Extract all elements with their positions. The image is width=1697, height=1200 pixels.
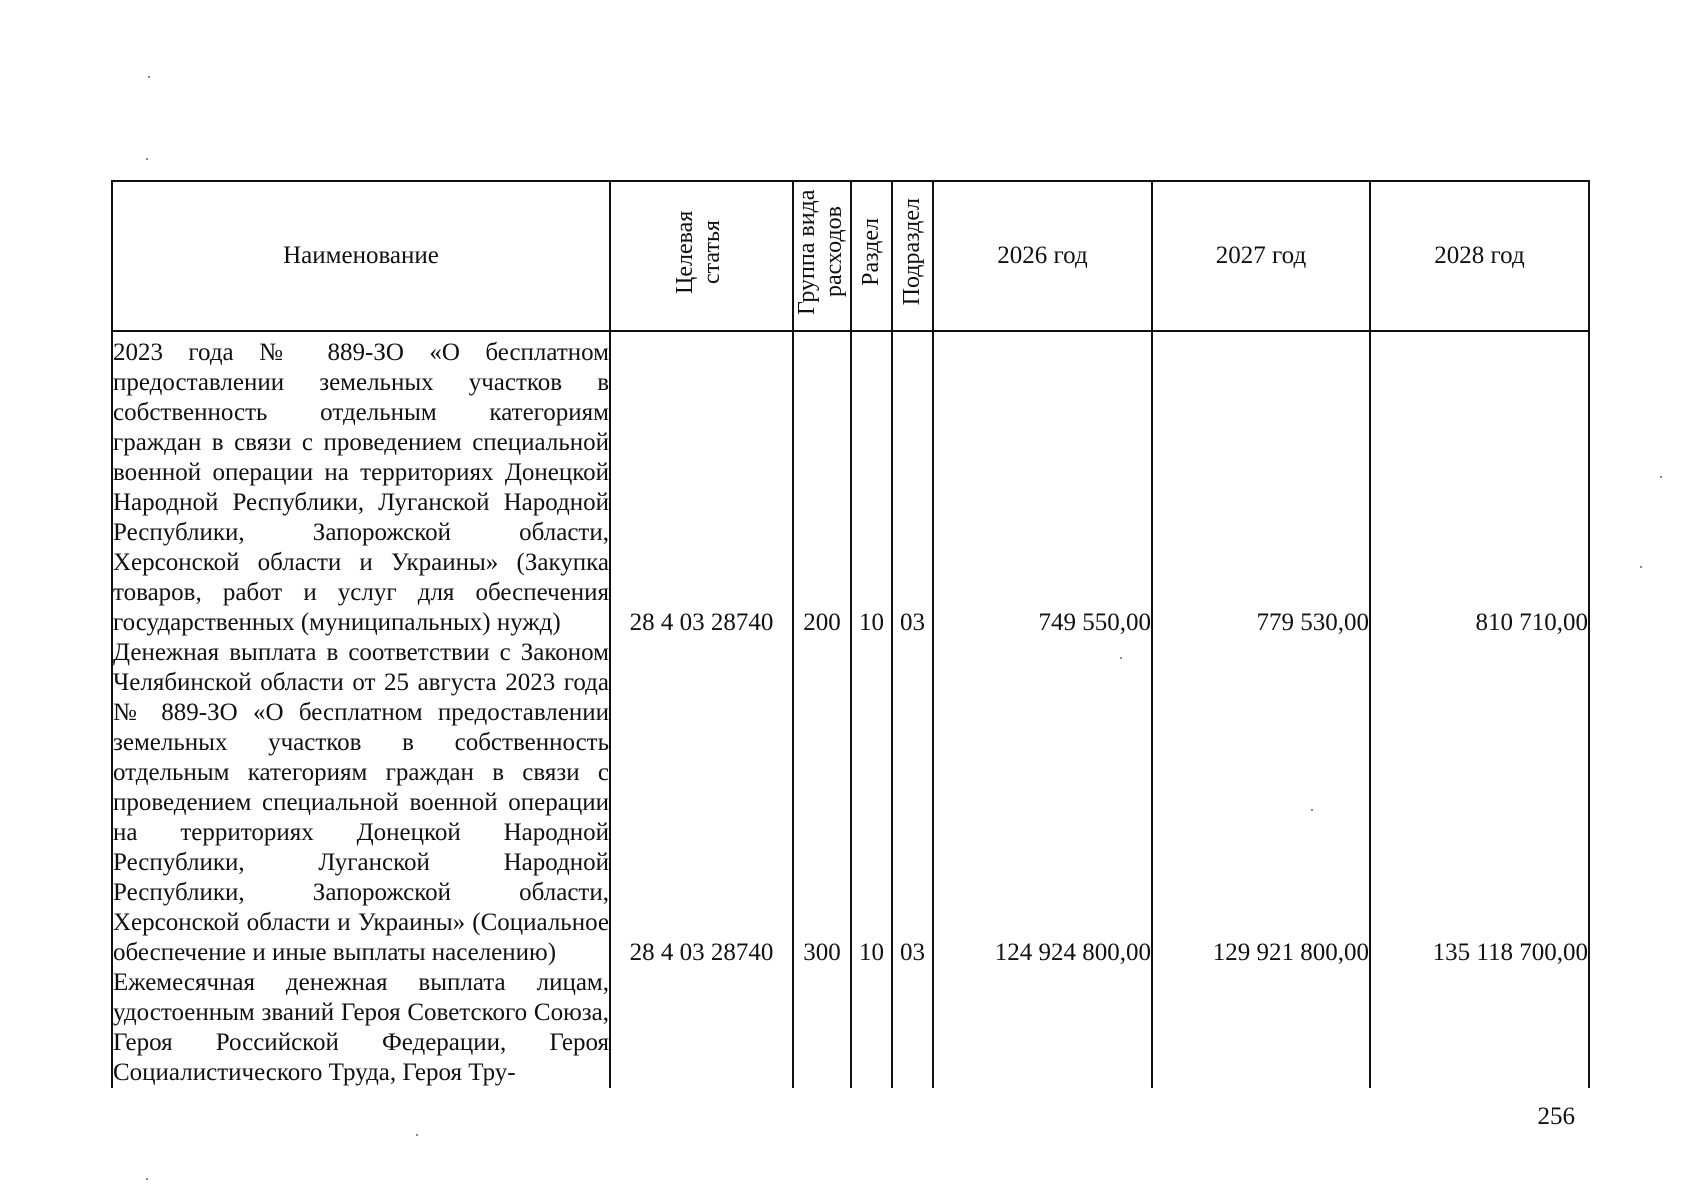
row-amount-2027 <box>1152 968 1370 1088</box>
header-subsection: Подраздел <box>892 181 933 331</box>
row-target-article <box>610 968 793 1088</box>
row-subsection: 03 <box>892 638 933 968</box>
header-year-2028: 2028 год <box>1370 181 1589 331</box>
row-amount-2026: 749 550,00 <box>933 331 1152 638</box>
row-section: 10 <box>851 638 892 968</box>
row-subsection: 03 <box>892 331 933 638</box>
row-expense-group: 300 <box>793 638 851 968</box>
header-year-2027: 2027 год <box>1152 181 1370 331</box>
table-row <box>112 968 1589 1088</box>
row-expense-group: 200 <box>793 331 851 638</box>
row-amount-2028: 810 710,00 <box>1370 331 1589 638</box>
row-amount-2026 <box>933 968 1152 1088</box>
row-name: Денежная выплата в соответствии с Законом Челябинской области от 25 августа 2023 года № 889-ЗО «О бесплатном предоставлении земельных участков в собственность отдельным категориям граждан в связи с проведением специальной военной операции на территориях Донецкой Народной Республики, Луганской Народной Республики, Запорожской области, Херсонской области и Украины» (Социальное обеспечение и иные выплаты населению) <box>113 639 609 966</box>
row-name: Ежемесячная денежная выплата лицам, удостоенным званий Героя Советского Союза, Героя Российской Федерации, Героя Социалистического Труда, Героя Тру- <box>113 969 609 1086</box>
row-amount-2026: 124 924 800,00 <box>933 638 1152 968</box>
scan-speck <box>1120 657 1122 659</box>
table-row <box>112 331 1589 638</box>
header-year-2026: 2026 год <box>933 181 1152 331</box>
row-name: 2023 года № 889-ЗО «О бесплатном предоставлении земельных участков в собственность отдельным категориям граждан в связи с проведением специальной военной операции на территориях Донецкой Народной Республики, Луганской Народной Республики, Запорожской области, Херсонской области и Украины» (Закупка товаров, работ и услуг для обеспечения государственных (муниципальных) нужд) <box>112 331 610 638</box>
row-target-article: 28 4 03 28740 <box>610 638 793 968</box>
scan-speck <box>148 76 150 78</box>
page-number: 256 <box>1537 1103 1575 1130</box>
budget-table <box>111 180 1590 1088</box>
scan-speck <box>1660 476 1662 478</box>
scan-speck <box>1311 809 1313 811</box>
scan-speck <box>146 158 148 160</box>
row-section <box>851 968 892 1088</box>
header-target-article: Целевая статья <box>610 181 793 331</box>
scan-speck <box>416 1134 418 1136</box>
scan-speck <box>1640 566 1642 568</box>
row-target-article: 28 4 03 28740 <box>610 331 793 638</box>
row-section: 10 <box>851 331 892 638</box>
header-section: Раздел <box>851 181 892 331</box>
header-expense-group: Группа вида расходов <box>793 181 851 331</box>
row-expense-group <box>793 968 851 1088</box>
row-amount-2027: 779 530,00 <box>1152 331 1370 638</box>
scan-speck <box>146 1178 148 1180</box>
row-subsection <box>892 968 933 1088</box>
header-name: Наименование <box>112 181 610 331</box>
table-header-row <box>112 181 1589 331</box>
row-amount-2027: 129 921 800,00 <box>1152 638 1370 968</box>
table-row <box>112 638 1589 968</box>
row-amount-2028 <box>1370 968 1589 1088</box>
row-amount-2028: 135 118 700,00 <box>1370 638 1589 968</box>
